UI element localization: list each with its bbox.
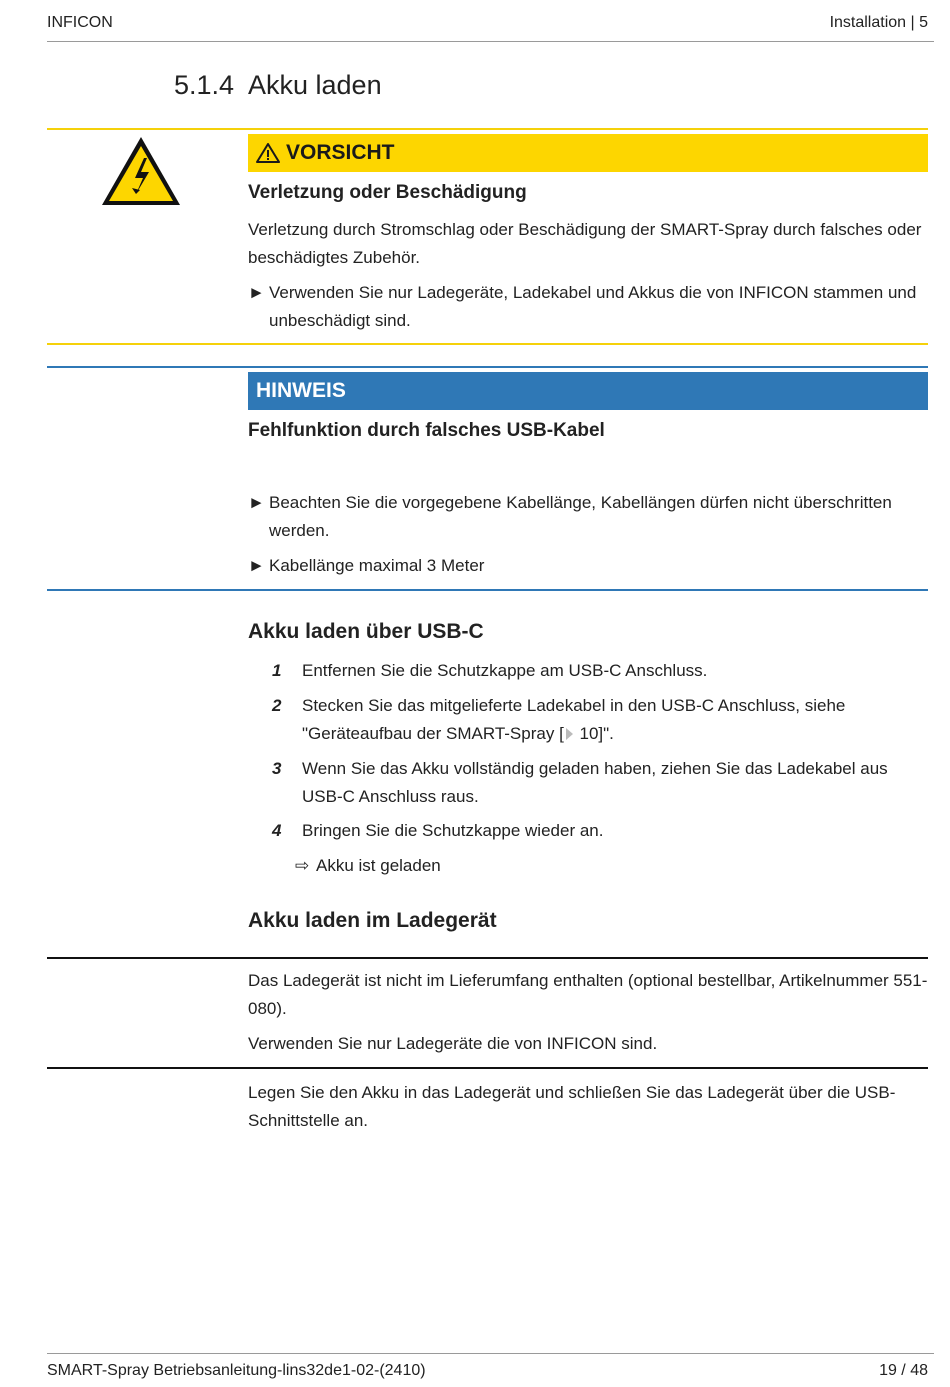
step-text: Stecken Sie das mitgelieferte Ladekabel in den USB-C Anschluss, siehe "Geräteaufbau der SMART-Spray [: [302, 696, 846, 743]
charger-text: Legen Sie den Akku in das Ladegerät und schließen Sie das Ladegerät über die USB-Schnittstelle an.: [248, 1083, 896, 1130]
usb-heading: Akku laden über USB-C: [248, 620, 484, 643]
header-divider: [47, 41, 934, 42]
section-title: Akku laden: [248, 70, 382, 100]
step-number: 2: [272, 696, 282, 715]
notice-bottom-rule: [47, 589, 928, 591]
notice-top-rule: [47, 366, 928, 368]
list-item: [272, 692, 928, 748]
caution-label: VORSICHT: [286, 141, 395, 164]
step-text: Bringen Sie die Schutzkappe wieder an.: [302, 821, 604, 840]
list-item: [272, 817, 928, 845]
caution-heading: Verletzung oder Beschädigung: [248, 182, 527, 203]
caution-top-rule: [47, 128, 928, 130]
header-section: Installation | 5: [829, 14, 928, 31]
bullet-arrow-icon: ►: [248, 283, 265, 302]
result-text: Akku ist geladen: [316, 856, 441, 875]
notice-heading: Fehlfunktion durch falsches USB-Kabel: [248, 420, 605, 441]
step-text: Entfernen Sie die Schutzkappe am USB-C Anschluss.: [302, 661, 708, 680]
caution-bullet-text: Verwenden Sie nur Ladegeräte, Ladekabel und Akkus die von INFICON stammen und unbeschädigt sind.: [269, 283, 917, 330]
bullet-arrow-icon: ►: [248, 556, 265, 575]
caution-banner: [248, 134, 928, 172]
notice-bullet-text: Beachten Sie die vorgegebene Kabellänge, Kabellängen dürfen nicht überschritten werden.: [269, 493, 892, 540]
footer-page-number: 19 / 48: [879, 1362, 928, 1379]
notice-bullet: [248, 489, 928, 545]
caution-text: Verletzung durch Stromschlag oder Beschädigung der SMART-Spray durch falsches oder beschädigtes Zubehör.: [248, 220, 922, 267]
caution-bullet: [248, 279, 928, 335]
info-top-rule: [47, 957, 928, 959]
page-reference-icon: [566, 728, 573, 740]
step-number: 1: [272, 661, 282, 680]
list-item: [272, 755, 928, 811]
info-bottom-rule: [47, 1067, 928, 1069]
notice-bullet-text: Kabellänge maximal 3 Meter: [269, 556, 485, 575]
header-brand: INFICON: [47, 14, 113, 31]
electric-hazard-icon: [99, 134, 183, 208]
warning-triangle-icon: [256, 142, 280, 164]
footer-divider: [47, 1353, 934, 1354]
bullet-arrow-icon: ►: [248, 493, 265, 512]
charger-info-1: Das Ladegerät ist nicht im Lieferumfang enthalten (optional bestellbar, Artikelnummer 551-080).: [248, 971, 928, 1018]
notice-bullet: [248, 552, 928, 580]
notice-label: HINWEIS: [256, 379, 346, 402]
caution-bottom-rule: [47, 343, 928, 345]
step-result: [295, 852, 441, 880]
notice-banner: [248, 372, 928, 410]
result-arrow-icon: ⇨: [295, 856, 310, 875]
footer-document-id: SMART-Spray Betriebsanleitung-lins32de1-02-(2410): [47, 1362, 426, 1379]
step-text: Wenn Sie das Akku vollständig geladen haben, ziehen Sie das Ladekabel aus USB-C Anschluss raus.: [302, 759, 888, 806]
section-number: 5.1.4: [174, 70, 235, 100]
step-text-reference: 10]".: [574, 724, 614, 743]
charger-heading: Akku laden im Ladegerät: [248, 909, 497, 932]
list-item: [272, 657, 928, 685]
step-number: 3: [272, 759, 282, 778]
charger-info-2: Verwenden Sie nur Ladegeräte die von INFICON sind.: [248, 1034, 658, 1053]
step-number: 4: [272, 821, 282, 840]
